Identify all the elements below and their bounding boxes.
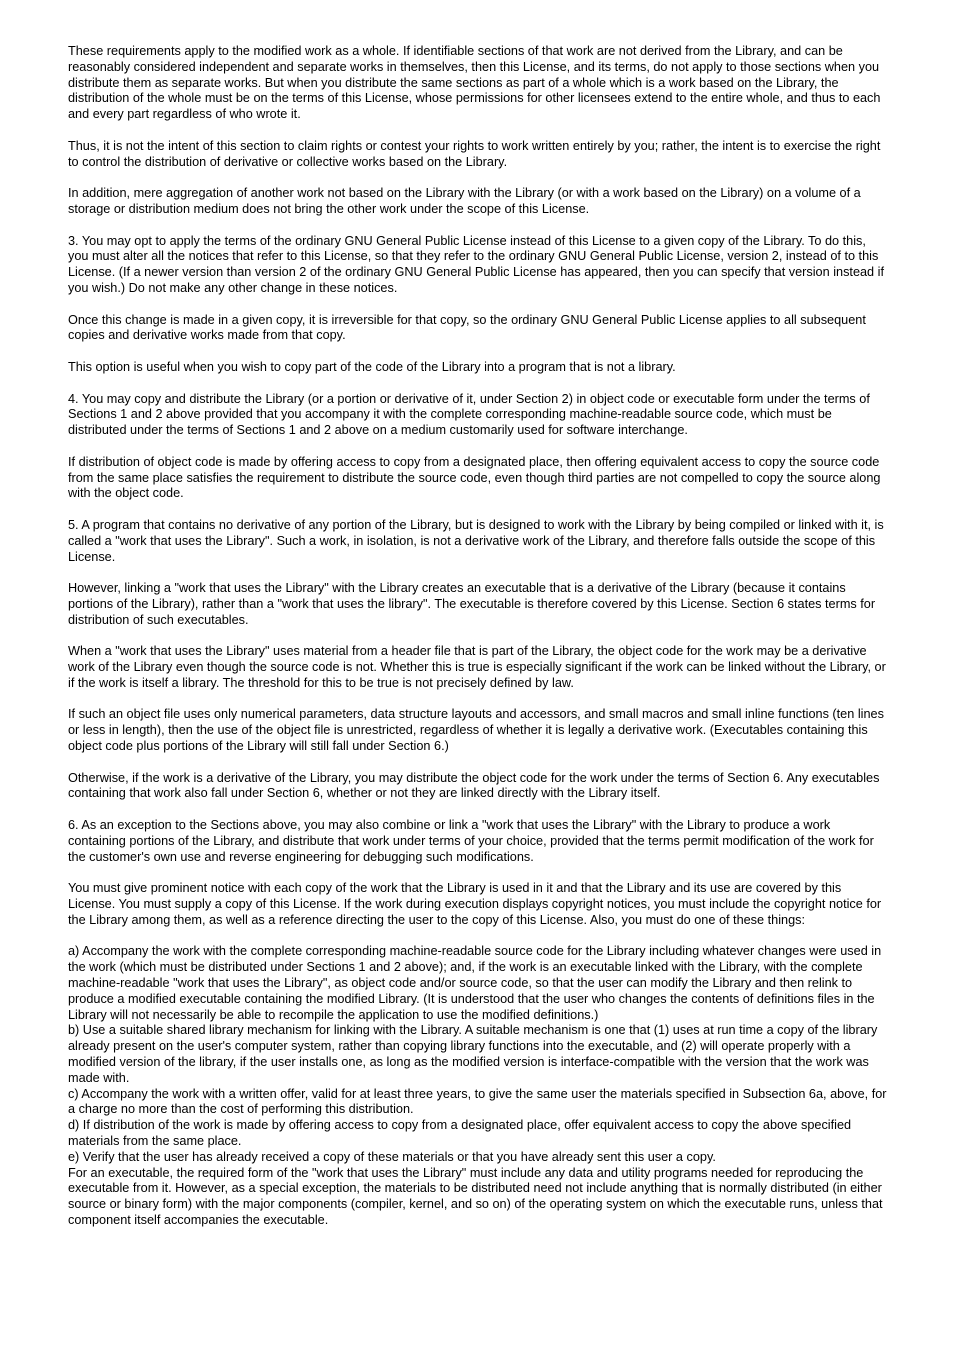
license-document [68, 44, 888, 1229]
paragraph-section-5: 5. A program that contains no derivative of any portion of the Library, but is designed to work with the Library by being compiled or linked with it, is called a "work that uses the Library". Such a work, in isolation, is not a derivative work of the Library, and therefore falls outside the scope of this License. [68, 517, 884, 564]
option-e: e) Verify that the user has already received a copy of these materials or that you have already sent this user a copy. [68, 1149, 716, 1164]
paragraph: If distribution of object code is made by offering access to copy from a designated place, then offering equivalent access to copy the source code from the same place satisfies the requirement to distribute the source code, even though third parties are not compelled to copy the source along with the object code. [68, 454, 881, 501]
paragraph-section-4: 4. You may copy and distribute the Library (or a portion or derivative of it, under Section 2) in object code or executable form under the terms of Sections 1 and 2 above provided that you accompany it with the complete corresponding machine-readable source code, which must be distributed under the terms of Sections 1 and 2 above on a medium customarily used for software interchange. [68, 391, 870, 438]
paragraph-executable-form: For an executable, the required form of the "work that uses the Library" must include any data and utility programs needed for reproducing the executable from it. However, as a special exception, the materials to be distributed need not include anything that is normally distributed (in either source or binary form) with the major components (compiler, kernel, and so on) of the operating system on which the executable runs, unless that component itself accompanies the executable. [68, 1165, 883, 1227]
paragraph-section-3: 3. You may opt to apply the terms of the ordinary GNU General Public License instead of this License to a given copy of the Library. To do this, you must alter all the notices that refer to this License, so that they refer to the ordinary GNU General Public License, version 2, instead of to this License. (If a newer version than version 2 of the ordinary GNU General Public License has appeared, then you can specify that version instead if you wish.) Do not make any other change in these notices. [68, 233, 884, 295]
paragraph: If such an object file uses only numerical parameters, data structure layouts and accessors, and small macros and small inline functions (ten lines or less in length), then the use of the object file is unrestricted, regardless of whether it is legally a derivative work. (Executables containing this object code plus portions of the Library will still fall under Section 6.) [68, 707, 884, 754]
paragraph: In addition, mere aggregation of another work not based on the Library with the Library (or with a work based on the Library) on a volume of a storage or distribution medium does not bring the other work under the scope of this License. [68, 186, 861, 216]
option-c: c) Accompany the work with a written offer, valid for at least three years, to give the same user the materials specified in Subsection 6a, above, for a charge no more than the cost of performing this distribution. [68, 1086, 887, 1117]
paragraph: This option is useful when you wish to copy part of the code of the Library into a program that is not a library. [68, 359, 676, 374]
paragraph: However, linking a "work that uses the Library" with the Library creates an executable that is a derivative of the Library (because it contains portions of the Library), rather than a "work that uses the library". The executable is therefore covered by this License. Section 6 states terms for distribution of such executables. [68, 581, 876, 627]
option-a: a) Accompany the work with the complete corresponding machine-readable source code for the Library including whatever changes were used in the work (which must be distributed under Sections 1 and 2 above); and, if the work is an executable linked with the Library, with the complete machine-readable "work that uses the Library", as object code and/or source code, so that the user can modify the Library and then relink to produce a modified executable containing the modified Library. (It is understood that the user who changes the contents of definitions files in the Library will not necessarily be able to recompile the application to use the modified definitions.) [68, 944, 882, 1022]
option-d: d) If distribution of the work is made by offering access to copy from a designated place, offer equivalent access to copy the above specified materials from the same place. [68, 1118, 852, 1148]
paragraph: When a "work that uses the Library" uses material from a header file that is part of the Library, the object code for the work may be a derivative work of the Library even though the source code is not. Whether this is true is especially significant if the work can be linked without the Library, or if the work is itself a library. The threshold for this to be true is not precisely defined by law. [68, 644, 886, 690]
option-b: b) Use a suitable shared library mechanism for linking with the Library. A suitable mechanism is one that (1) uses at run time a copy of the library already present on the user's computer system, rather than copying library functions into the executable, and (2) will operate properly with a modified version of the library, if the user installs one, as long as the modified version is interface-compatible with the version that the work was made with. [68, 1023, 878, 1085]
paragraph: Thus, it is not the intent of this section to claim rights or contest your rights to work written entirely by you; rather, the intent is to exercise the right to control the distribution of derivative or collective works based on the Library. [68, 138, 881, 169]
option-list [68, 944, 888, 1228]
paragraph: These requirements apply to the modified work as a whole. If identifiable sections of that work are not derived from the Library, and can be reasonably considered independent and separate works in themselves, then this License, and its terms, do not apply to those sections when you distribute them as separate works. But when you distribute the same sections as part of a whole which is a work based on the Library, the distribution of the whole must be on the terms of this License, whose permissions for other licensees extend to the entire whole, and thus to each and every part regardless of who wrote it. [68, 44, 881, 122]
paragraph: Otherwise, if the work is a derivative of the Library, you may distribute the object code for the work under the terms of Section 6. Any executables containing that work also fall under Section 6, whether or not they are linked directly with the Library itself. [68, 770, 880, 801]
paragraph: You must give prominent notice with each copy of the work that the Library is used in it and that the Library and its use are covered by this License. You must supply a copy of this License. If the work during execution displays copyright notices, you must include the copyright notice for the Library among them, as well as a reference directing the user to the copy of this License. Also, you must do one of these things: [68, 881, 882, 927]
paragraph: Once this change is made in a given copy, it is irreversible for that copy, so the ordinary GNU General Public License applies to all subsequent copies and derivative works made from that copy. [68, 312, 866, 343]
paragraph-section-6: 6. As an exception to the Sections above, you may also combine or link a "work that uses the Library" with the Library to produce a work containing portions of the Library, and distribute that work under terms of your choice, provided that the terms permit modification of the work for the customer's own use and reverse engineering for debugging such modifications. [68, 818, 874, 864]
